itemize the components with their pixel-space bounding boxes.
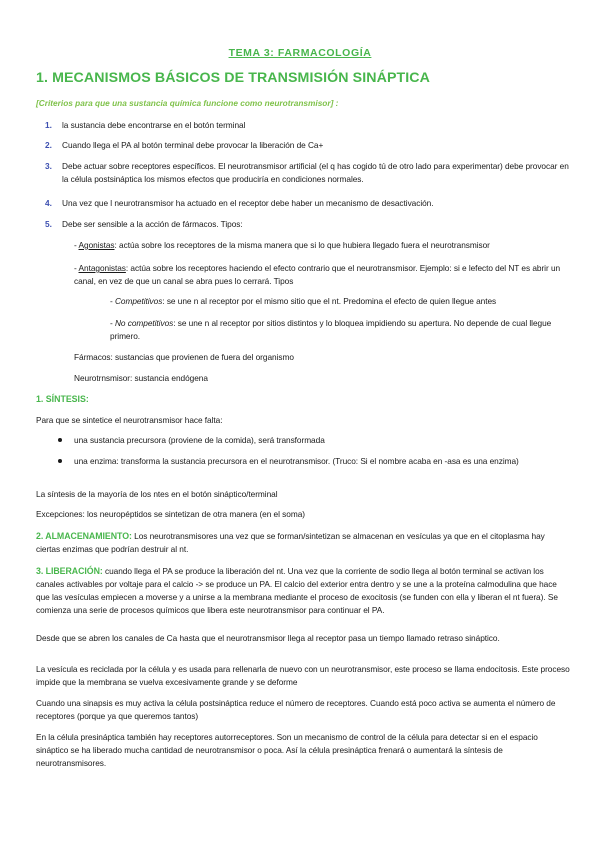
list-item-text: Una vez que l neurotransmisor ha actuado en el receptor debe haber un mecanismo de desactivación.: [62, 198, 434, 208]
autorreceptores-paragraph: En la célula presináptica también hay receptores autorreceptores. Son un mecanismo de control de la célula para detectar si en el espacio sináptico se ha liberado mucha cantidad de neurotransmisor o poca. Así la célula presináptica frenará o aumentará la síntesis de neurotransmisores.: [36, 732, 538, 768]
bullet-item: una sustancia precursora (proviene de la comida), será transformada: [74, 434, 574, 447]
almacenamiento-heading: 2. ALMACENAMIENTO:: [36, 531, 132, 541]
receptores-paragraph: Cuando una sinapsis es muy activa la célula postsináptica reduce el número de receptores. Cuando está poco activa se aumenta el número de receptores (porque ya que queremos tantos): [36, 698, 556, 721]
agonistas-text: : actúa sobre los receptores de la misma manera que si lo que hubiera llegado fuera el neurotransmisor: [114, 240, 490, 250]
list-item: [45, 139, 576, 152]
competitivos-paragraph: - Competitivos: se une n al receptor por el mismo sitio que el nt. Predomina el efecto de quien llegue antes: [110, 296, 497, 306]
list-number: 5.: [45, 219, 52, 229]
no-competitivos-text: : se une n al receptor por sitios distintos y lo bloquea impidiendo su apertura. No depende de cual llegue primero.: [110, 318, 552, 341]
liberacion-paragraph: 3. LIBERACIÓN: cuando llega el PA se produce la liberación del nt. Una vez que la corriente de sodio llega al botón terminal se activan los canales activables por voltaje para el calcio -> se produce un PA. El calcio del exterior entra dentro y se une a la proteína calmodulina que hace que las vesículas empiecen a moverse y a unirse a la membrana mediante el proceso de exocitosis (se funden con ella y liberan el nt fuera). Se comienza una serie de procesos químicos que libera este neurotransmisor para continuar el PA.: [36, 566, 558, 615]
sintesis-intro: Para que se sintetice el neurotransmisor hace falta:: [36, 415, 223, 425]
agonistas-label: Agonistas: [78, 240, 115, 250]
neurotransmisor-line: Neurotrnsmisor: sustancia endógena: [74, 373, 208, 383]
list-item: [45, 218, 576, 231]
antagonistas-text: : actúa sobre los receptores haciendo el efecto contrario que el neurotransmisor. Ejemplo: si e lefecto del NT es abrir un canal, en vez de que un canal se abra pues lo cerrará. Tipos: [74, 263, 561, 286]
list-item: [45, 197, 576, 210]
list-number: 3.: [45, 161, 52, 171]
criteria-heading: [Criterios para que una sustancia química funcione como neurotransmisor] :: [36, 98, 339, 108]
sintesis-line-2: Excepciones: los neuropéptidos se sintetizan de otra manera (en el soma): [36, 509, 305, 519]
liberacion-heading: 3. LIBERACIÓN:: [36, 566, 103, 576]
retraso-paragraph: Desde que se abren los canales de Ca hasta que el neurotransmisor llega al receptor pasa un tiempo llamado retraso sináptico.: [36, 633, 500, 643]
no-competitivos-label: No competitivos: [114, 318, 174, 328]
list-item-text: la sustancia debe encontrarse en el botón terminal: [62, 120, 246, 130]
antagonistas-paragraph: - Antagonistas: actúa sobre los receptores haciendo el efecto contrario que el neurotransmisor. Ejemplo: si e lefecto del NT es abrir un canal, en vez de que un canal se abra pues lo cerrará. Tipos: [74, 263, 561, 286]
no-competitivos-paragraph: - No competitivos: se une n al receptor por sitios distintos y lo bloquea impidiendo su apertura. No depende de cual llegue primero.: [110, 318, 552, 341]
list-number: 2.: [45, 140, 52, 150]
list-item-text: Cuando llega el PA al botón terminal debe provocar la liberación de Ca+: [62, 140, 324, 150]
section-heading: 1. MECANISMOS BÁSICOS DE TRANSMISIÓN SINÁPTICA: [36, 70, 431, 86]
bullet-icon: [58, 459, 62, 463]
antagonistas-label: Antagonistas: [78, 263, 126, 273]
list-number: 1.: [45, 120, 52, 130]
bullet-icon: [58, 438, 62, 442]
list-item-text: Debe actuar sobre receptores específicos. El neurotransmisor artificial (el q has cogido tú de otro lado para experimentar) debe provocar en la célula postsináptica los mismos efectos que produciría en condiciones normales.: [62, 161, 569, 184]
list-number: 4.: [45, 198, 52, 208]
bullet-item: una enzima: transforma la sustancia precursora en el neurotransmisor. (Truco: Si el nombre acaba en -asa es una enzima): [74, 455, 574, 468]
competitivos-text: : se une n al receptor por el mismo sitio que el nt. Predomina el efecto de quien llegue antes: [162, 296, 497, 306]
sintesis-heading: 1. SÍNTESIS:: [36, 394, 89, 404]
list-item: [45, 119, 576, 132]
topic-title: TEMA 3: FARMACOLOGÍA: [228, 47, 372, 59]
list-item: [45, 160, 576, 186]
endocitosis-paragraph: La vesícula es reciclada por la célula y es usada para rellenarla de nuevo con un neurotransmisor, este proceso se llama endocitosis. Este proceso impide que la membrana se vuelva excesivamente grande y se deforme: [36, 664, 570, 687]
list-item-text: Debe ser sensible a la acción de fármacos. Tipos:: [62, 219, 243, 229]
agonistas-paragraph: - Agonistas: actúa sobre los receptores de la misma manera que si lo que hubiera llegado fuera el neurotransmisor: [74, 240, 490, 250]
sintesis-line-1: La síntesis de la mayoría de los ntes en el botón sináptico/terminal: [36, 489, 278, 499]
competitivos-label: Competitivos: [114, 296, 163, 306]
almacenamiento-paragraph: 2. ALMACENAMIENTO: Los neurotransmisores una vez que se forman/sintetizan se almacenan en vesículas ya que en el citoplasma hay ciertas enzimas que podrían destruir al nt.: [36, 531, 545, 554]
farmacos-line: Fármacos: sustancias que provienen de fuera del organismo: [74, 352, 294, 362]
